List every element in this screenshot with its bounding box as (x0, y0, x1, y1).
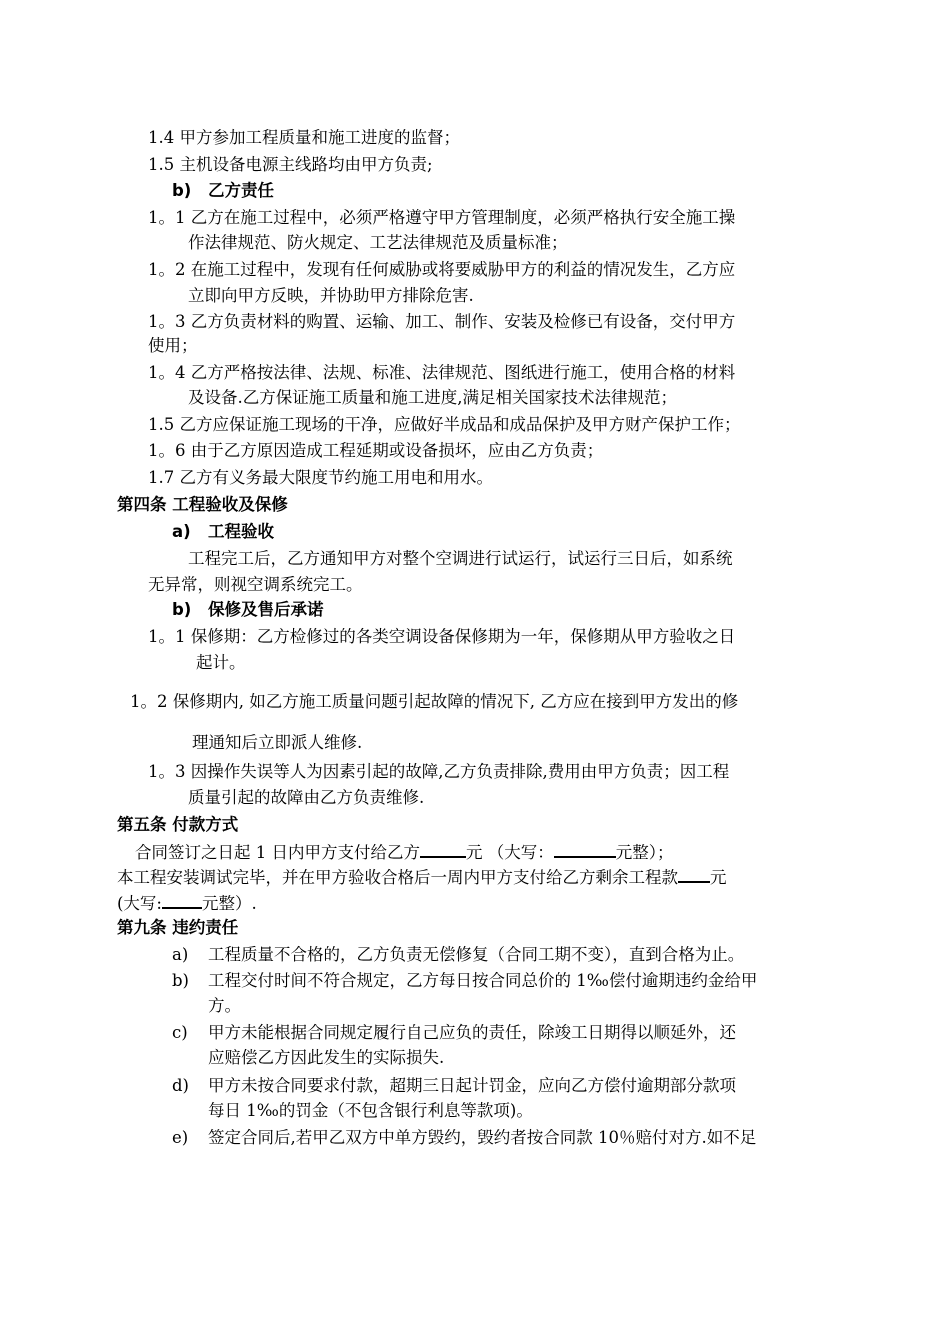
article-4-a-label: a) (172, 522, 191, 541)
breach-item-c: 甲方未能根据合同规定履行自己应负的责任，除竣工日期得以顺延外，还 (208, 1023, 736, 1042)
payment-line-1 (135, 838, 674, 866)
breach-item-e: 签定合同后,若甲乙双方中单方毁约，毁约者按合同款 10％赔付对方.如不足 (208, 1128, 757, 1147)
acceptance-paragraph: 工程完工后，乙方通知甲方对整个空调进行试运行，试运行三日后，如系统 (188, 549, 733, 568)
breach-item-d-label: d) (172, 1076, 189, 1095)
breach-item-c-cont: 应赔偿乙方因此发生的实际损失. (208, 1048, 445, 1067)
clause-b-1-7: 1.7 乙方有义务最大限度节约施工用电和用水。 (148, 468, 493, 487)
warranty-1-2-cont: 理通知后立即派人维修. (192, 733, 363, 752)
clause-b-1-2-cont: 立即向甲方反映，并协助甲方排除危害. (188, 286, 474, 305)
payment-third-text: (大写: (117, 894, 162, 913)
party-b-heading-label: b) (172, 181, 192, 200)
breach-item-b-cont: 方。 (208, 996, 241, 1015)
clause-b-1-1: 1。1 乙方在施工过程中，必须严格遵守甲方管理制度，必须严格执行安全施工操 (148, 208, 736, 227)
payment-first-text: 合同签订之日起 1 日内甲方支付给乙方 (135, 843, 420, 862)
article-4-b-heading: 保修及售后承诺 (208, 600, 324, 619)
payment-third-end: 元整）. (202, 894, 257, 913)
article-4-b-label: b) (172, 600, 192, 619)
party-b-heading: 乙方责任 (208, 181, 274, 200)
payment-first-unit: 元 （大写： (466, 843, 554, 862)
warranty-1-1-cont: 起计。 (196, 653, 246, 672)
clause-a-1-4: 1.4 甲方参加工程质量和施工进度的监督； (148, 128, 460, 147)
payment-second-unit: 元 (710, 868, 727, 887)
payment-line-2 (117, 863, 727, 891)
amount-words-blank (554, 838, 616, 858)
warranty-1-1: 1。1 保修期：乙方检修过的各类空调设备保修期为一年，保修期从甲方验收之日 (148, 627, 736, 646)
warranty-1-3: 1。3 因操作失误等人为因素引起的故障,乙方负责排除,费用由甲方负责；因工程 (148, 762, 730, 781)
clause-b-1-3: 1。3 乙方负责材料的购置、运输、加工、制作、安装及检修已有设备，交付甲方 (148, 312, 736, 331)
breach-item-b: 工程交付时间不符合规定，乙方每日按合同总价的 1‰偿付逾期违约金给甲 (208, 971, 758, 990)
breach-item-a: 工程质量不合格的，乙方负责无偿修复（合同工期不变），直到合格为止。 (208, 945, 745, 964)
breach-item-d-cont: 每日 1‰的罚金（不包含银行利息等款项)。 (208, 1101, 533, 1120)
article-9-title: 第九条 违约责任 (117, 918, 239, 937)
acceptance-paragraph-cont: 无异常，则视空调系统完工。 (148, 575, 363, 594)
amount-blank (420, 838, 466, 858)
warranty-1-3-cont: 质量引起的故障由乙方负责维修. (188, 788, 425, 807)
breach-item-a-label: a) (172, 945, 189, 964)
payment-first-end: 元整）； (615, 843, 674, 862)
breach-item-d: 甲方未按合同要求付款，超期三日起计罚金，应向乙方偿付逾期部分款项 (208, 1076, 736, 1095)
clause-b-1-4-cont: 及设备.乙方保证施工质量和施工进度,满足相关国家技术法律规范； (188, 388, 677, 407)
clause-b-1-3-cont: 使用； (148, 336, 198, 355)
clause-b-1-4: 1。4 乙方严格按法律、法规、标准、法律规范、图纸进行施工，使用合格的材料 (148, 363, 736, 382)
breach-item-e-label: e) (172, 1128, 189, 1147)
breach-item-b-label: b) (172, 971, 189, 990)
article-4-title: 第四条 工程验收及保修 (117, 495, 288, 514)
remaining-amount-blank (678, 863, 710, 883)
clause-b-1-6: 1。6 由于乙方原因造成工程延期或设备损坏，应由乙方负责； (148, 441, 604, 460)
remaining-words-blank (162, 889, 202, 909)
article-4-a-heading: 工程验收 (208, 522, 274, 541)
clause-b-1-1-cont: 作法律规范、防火规定、工艺法律规范及质量标准； (188, 233, 568, 252)
warranty-1-2: 1。2 保修期内, 如乙方施工质量问题引起故障的情况下, 乙方应在接到甲方发出的修 (130, 692, 739, 711)
clause-b-1-2: 1。2 在施工过程中，发现有任何威胁或将要威胁甲方的利益的情况发生，乙方应 (148, 260, 736, 279)
payment-second-text: 本工程安装调试完毕，并在甲方验收合格后一周内甲方支付给乙方剩余工程款 (117, 868, 678, 887)
payment-line-3 (117, 889, 257, 917)
clause-b-1-5: 1.5 乙方应保证施工现场的干净，应做好半成品和成品保护及甲方财产保护工作； (148, 415, 741, 434)
article-5-title: 第五条 付款方式 (117, 815, 239, 834)
breach-item-c-label: c) (172, 1023, 188, 1042)
clause-a-1-5: 1.5 主机设备电源主线路均由甲方负责; (148, 155, 433, 174)
